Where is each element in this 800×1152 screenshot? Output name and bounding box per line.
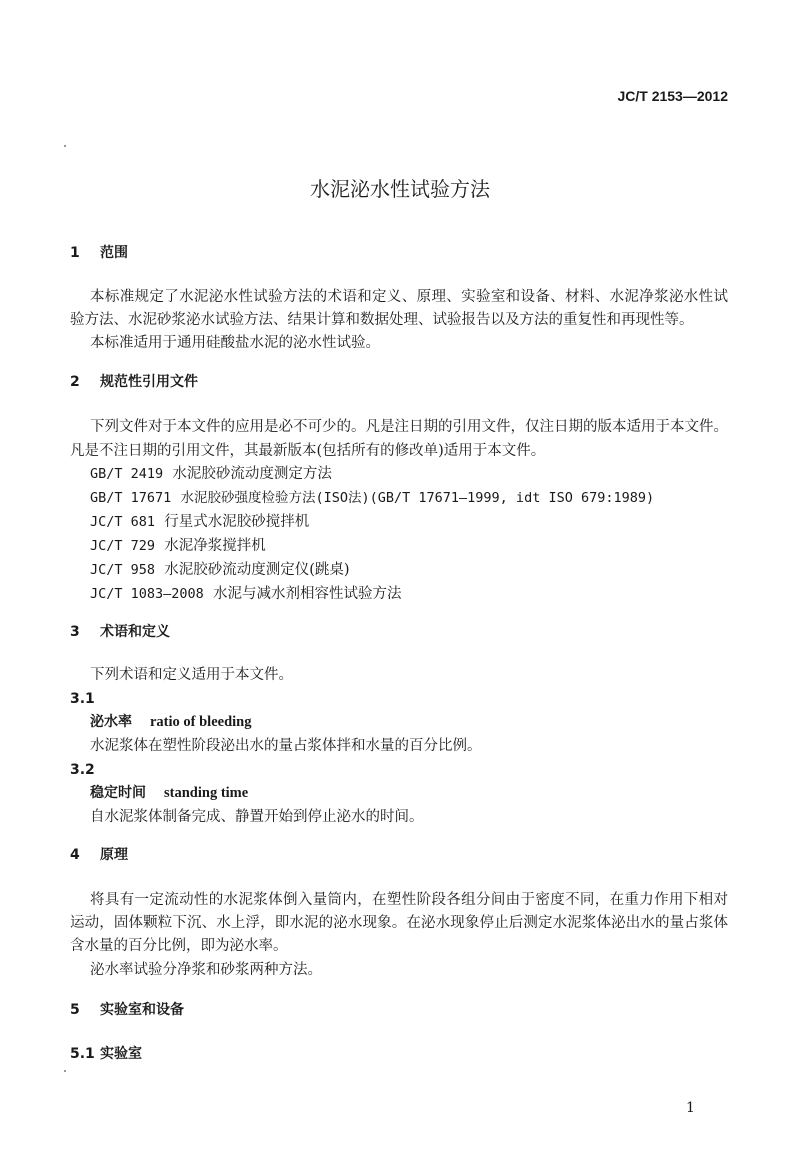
reference-title: 水泥净浆搅拌机	[164, 538, 266, 554]
reference-code: GB/T 17671	[90, 490, 172, 506]
section-number: 5.1	[70, 1046, 95, 1062]
reference-item	[90, 464, 332, 484]
term-en: ratio of bleeding	[150, 714, 252, 730]
page-number: 1	[686, 1100, 695, 1116]
paragraph-line: 将具有一定流动性的水泥浆体倒入量筒内，在塑性阶段各组分间由于密度不同，在重力作用下相对	[90, 892, 728, 908]
standard-number: JC/T 2153—2012	[617, 88, 728, 104]
section-number: 4	[70, 847, 80, 863]
reference-code: GB/T 2419	[90, 466, 164, 482]
term-number: 3.2	[70, 762, 95, 778]
reference-title: 水泥胶砂流动度测定仪(跳桌)	[164, 562, 350, 578]
section-number: 2	[70, 374, 80, 390]
reference-title: 水泥胶砂强度检验方法(ISO法)(GB/T 17671—1999, idt ISO 679:1989)	[180, 490, 655, 506]
scan-speck	[64, 1070, 66, 1072]
paragraph-line: 本标准规定了水泥泌水性试验方法的术语和定义、原理、实验室和设备、材料、水泥净浆泌水性试	[90, 289, 728, 305]
term-number: 3.1	[70, 691, 95, 707]
section-title: 术语和定义	[100, 624, 170, 640]
reference-code: JC/T 729	[90, 538, 156, 554]
reference-item	[90, 488, 654, 508]
section-3-heading	[70, 622, 170, 642]
paragraph-line: 含水量的百分比例，即为泌水率。	[70, 938, 288, 954]
reference-code: JC/T 1083—2008	[90, 586, 204, 602]
reference-item	[90, 560, 350, 580]
reference-title: 行星式水泥胶砂搅拌机	[164, 514, 310, 530]
section-title: 原理	[100, 847, 128, 863]
subsection-5-1-heading	[70, 1044, 142, 1064]
section-2-heading	[70, 372, 198, 392]
section-1-heading	[70, 243, 128, 263]
reference-code: JC/T 958	[90, 562, 156, 578]
term-definition: 自水泥浆体制备完成、静置开始到停止泌水的时间。	[90, 809, 424, 825]
section-4-heading	[70, 845, 128, 865]
section-number: 1	[70, 245, 80, 261]
paragraph-line: 下列文件对于本文件的应用是必不可少的。凡是注日期的引用文件，仅注日期的版本适用于本文件。	[90, 419, 728, 435]
section-number: 3	[70, 624, 80, 640]
paragraph-line: 下列术语和定义适用于本文件。	[90, 667, 293, 683]
reference-title: 水泥胶砂流动度测定方法	[172, 466, 332, 482]
reference-code: JC/T 681	[90, 514, 156, 530]
reference-item	[90, 536, 266, 556]
term-en: standing time	[164, 785, 249, 801]
section-title: 规范性引用文件	[100, 374, 198, 390]
reference-title: 水泥与减水剂相容性试验方法	[213, 586, 402, 602]
term-definition: 水泥浆体在塑性阶段泌出水的量占浆体拌和水量的百分比例。	[90, 738, 482, 754]
section-number: 5	[70, 1002, 80, 1018]
reference-item	[90, 584, 402, 604]
paragraph-line: 验方法、水泥砂浆泌水试验方法、结果计算和数据处理、试验报告以及方法的重复性和再现性等。	[70, 312, 694, 328]
reference-item	[90, 512, 309, 532]
paragraph-line: 凡是不注日期的引用文件，其最新版本(包括所有的修改单)适用于本文件。	[70, 443, 546, 459]
term-heading	[90, 712, 252, 732]
term-zh: 泌水率	[90, 714, 132, 730]
document-title: 水泥泌水性试验方法	[310, 177, 490, 201]
scan-speck	[64, 145, 66, 147]
paragraph-line: 运动，固体颗粒下沉、水上浮，即水泥的泌水现象。在泌水现象停止后测定水泥浆体泌出水的量占浆体	[70, 915, 728, 931]
section-title: 实验室	[100, 1046, 142, 1062]
paragraph-line: 泌水率试验分净浆和砂浆两种方法。	[90, 962, 322, 978]
term-heading	[90, 783, 248, 803]
section-5-heading	[70, 1000, 184, 1020]
term-zh: 稳定时间	[90, 785, 146, 801]
paragraph-line: 本标准适用于通用硅酸盐水泥的泌水性试验。	[90, 335, 380, 351]
section-title: 实验室和设备	[100, 1002, 184, 1018]
section-title: 范围	[100, 245, 128, 261]
